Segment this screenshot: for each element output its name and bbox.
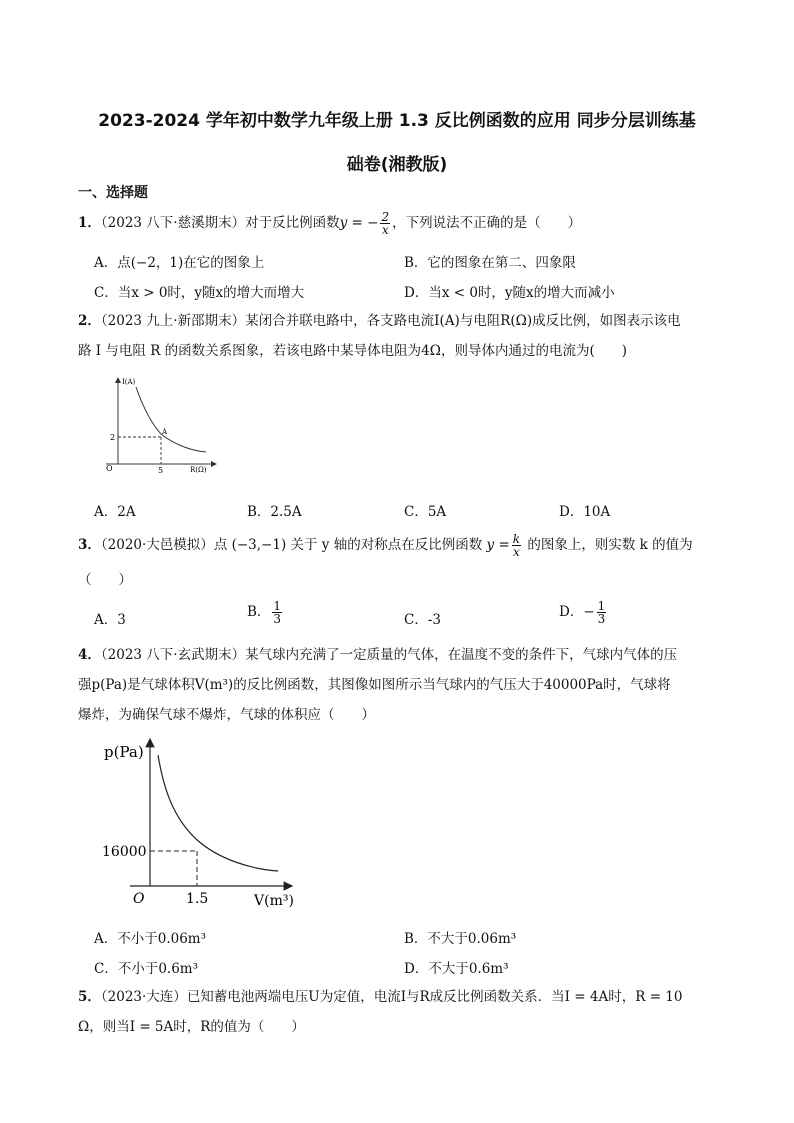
question-source: （2023 八下·慈溪期末）	[100, 215, 246, 231]
origin-label: O	[106, 464, 113, 473]
x-tick-label: 5	[158, 466, 164, 475]
y-tick-label: 2	[110, 433, 116, 442]
current-resistance-graph	[98, 372, 224, 476]
fraction: $\frac{2}{x}$	[381, 210, 390, 237]
question-number: 2．	[78, 313, 101, 329]
fraction: $\frac{k}{x}$	[512, 532, 521, 559]
equation: y = −	[339, 215, 379, 231]
question-source: （2023 九上·新邵期末）	[100, 313, 246, 329]
option-d[interactable]	[559, 600, 608, 625]
section-heading: 一、选择题	[78, 185, 148, 201]
question-number: 4．	[78, 647, 101, 663]
option-d[interactable]: D．当x < 0时，y随x的增大而减小	[404, 285, 615, 301]
question-4-stem-line2: 强p(Pa)是气球体积V(m³)的反比例函数，其图像如图所示当气球内的气压大于40000Pa时，气球将	[78, 677, 671, 693]
option-c[interactable]: C．不小于0.6m³	[94, 961, 199, 977]
question-4-stem-line3: 爆炸，为确保气球不爆炸，气球的体积应（ ）	[78, 707, 375, 723]
option-d[interactable]: D．10A	[559, 504, 611, 520]
question-text-end: 的图象上，则实数 k 的值为	[527, 537, 693, 553]
question-text: 某闭合并联电路中，各支路电流I(A)与电阻R(Ω)成反比例，如图表示该电	[245, 313, 681, 329]
option-c[interactable]: C．5A	[404, 504, 447, 520]
option-a[interactable]: A．2A	[94, 504, 136, 520]
option-a[interactable]: A．3	[94, 612, 126, 628]
y-tick-label: 16000	[102, 844, 147, 860]
fraction: $\frac{1}{3}$	[597, 599, 606, 626]
question-text: 点 (−3,−1) 关于 y 轴的对称点在反比例函数	[213, 537, 483, 553]
document-title-line1: 2023-2024 学年初中数学九年级上册 1.3 反比例函数的应用 同步分层训练基	[98, 111, 696, 131]
option-b[interactable]: B．不大于0.06m³	[404, 931, 517, 947]
option-d[interactable]: D．不大于0.6m³	[404, 961, 509, 977]
x-tick-label: 1.5	[186, 891, 209, 907]
question-5-stem-line2: Ω，则当I = 5A时，R的值为（ ）	[78, 1019, 305, 1035]
equation: y =	[486, 537, 510, 553]
y-axis-label: I(A)	[122, 378, 136, 386]
question-text: 对于反比例函数	[245, 215, 340, 231]
question-text-end: ，下列说法不正确的是（ ）	[392, 215, 582, 231]
option-c[interactable]: C．-3	[404, 612, 441, 628]
question-source: （2023·大连）	[100, 989, 187, 1005]
question-number: 5．	[78, 989, 101, 1005]
fraction: $\frac{1}{3}$	[273, 599, 282, 626]
point-label: A	[162, 428, 168, 436]
question-5-stem-line1	[78, 987, 683, 1007]
option-a[interactable]: A．不小于0.06m³	[94, 931, 207, 947]
option-b[interactable]: B．2.5A	[247, 504, 302, 520]
x-axis-label: R(Ω)	[190, 466, 207, 474]
origin-label: O	[133, 891, 145, 907]
option-a[interactable]: A．点(−2，1)在它的图象上	[94, 255, 265, 271]
hyperbola-curve	[158, 755, 278, 871]
y-axis-label: p(Pa)	[104, 743, 144, 761]
document-title-line2: 础卷(湘教版)	[346, 155, 448, 175]
question-text: 某气球内充满了一定质量的气体，在温度不变的条件下，气球内气体的压	[245, 647, 678, 663]
option-b[interactable]	[247, 600, 284, 625]
question-2-stem-line1	[78, 311, 681, 331]
x-axis-label: V(m³)	[254, 893, 294, 909]
option-label: B．	[247, 604, 271, 620]
question-number: 3．	[78, 537, 101, 553]
question-1-stem	[78, 211, 581, 236]
question-4-stem-line1	[78, 645, 677, 665]
hyperbola-curve	[136, 387, 206, 452]
option-c[interactable]: C．当x > 0时，y随x的增大而增大	[94, 285, 305, 301]
option-b[interactable]: B．它的图象在第二、四象限	[404, 255, 576, 271]
question-2-stem-line2: 路 I 与电阻 R 的函数关系图象，若该电路中某导体电阻为4Ω，则导体内通过的电流为( )	[78, 343, 627, 359]
question-number: 1．	[78, 215, 101, 231]
question-3-stem-line2: （ ）	[78, 572, 132, 588]
question-source: （2020·大邑模拟）	[100, 537, 214, 553]
option-label: D．−	[559, 604, 595, 620]
question-text: 已知蓄电池两端电压U为定值，电流I与R成反比例函数关系．当I = 4A时，R = 10	[186, 989, 683, 1005]
pressure-volume-graph	[100, 733, 304, 913]
question-3-stem-line1	[78, 533, 693, 558]
question-source: （2023 八下·玄武期末）	[100, 647, 246, 663]
